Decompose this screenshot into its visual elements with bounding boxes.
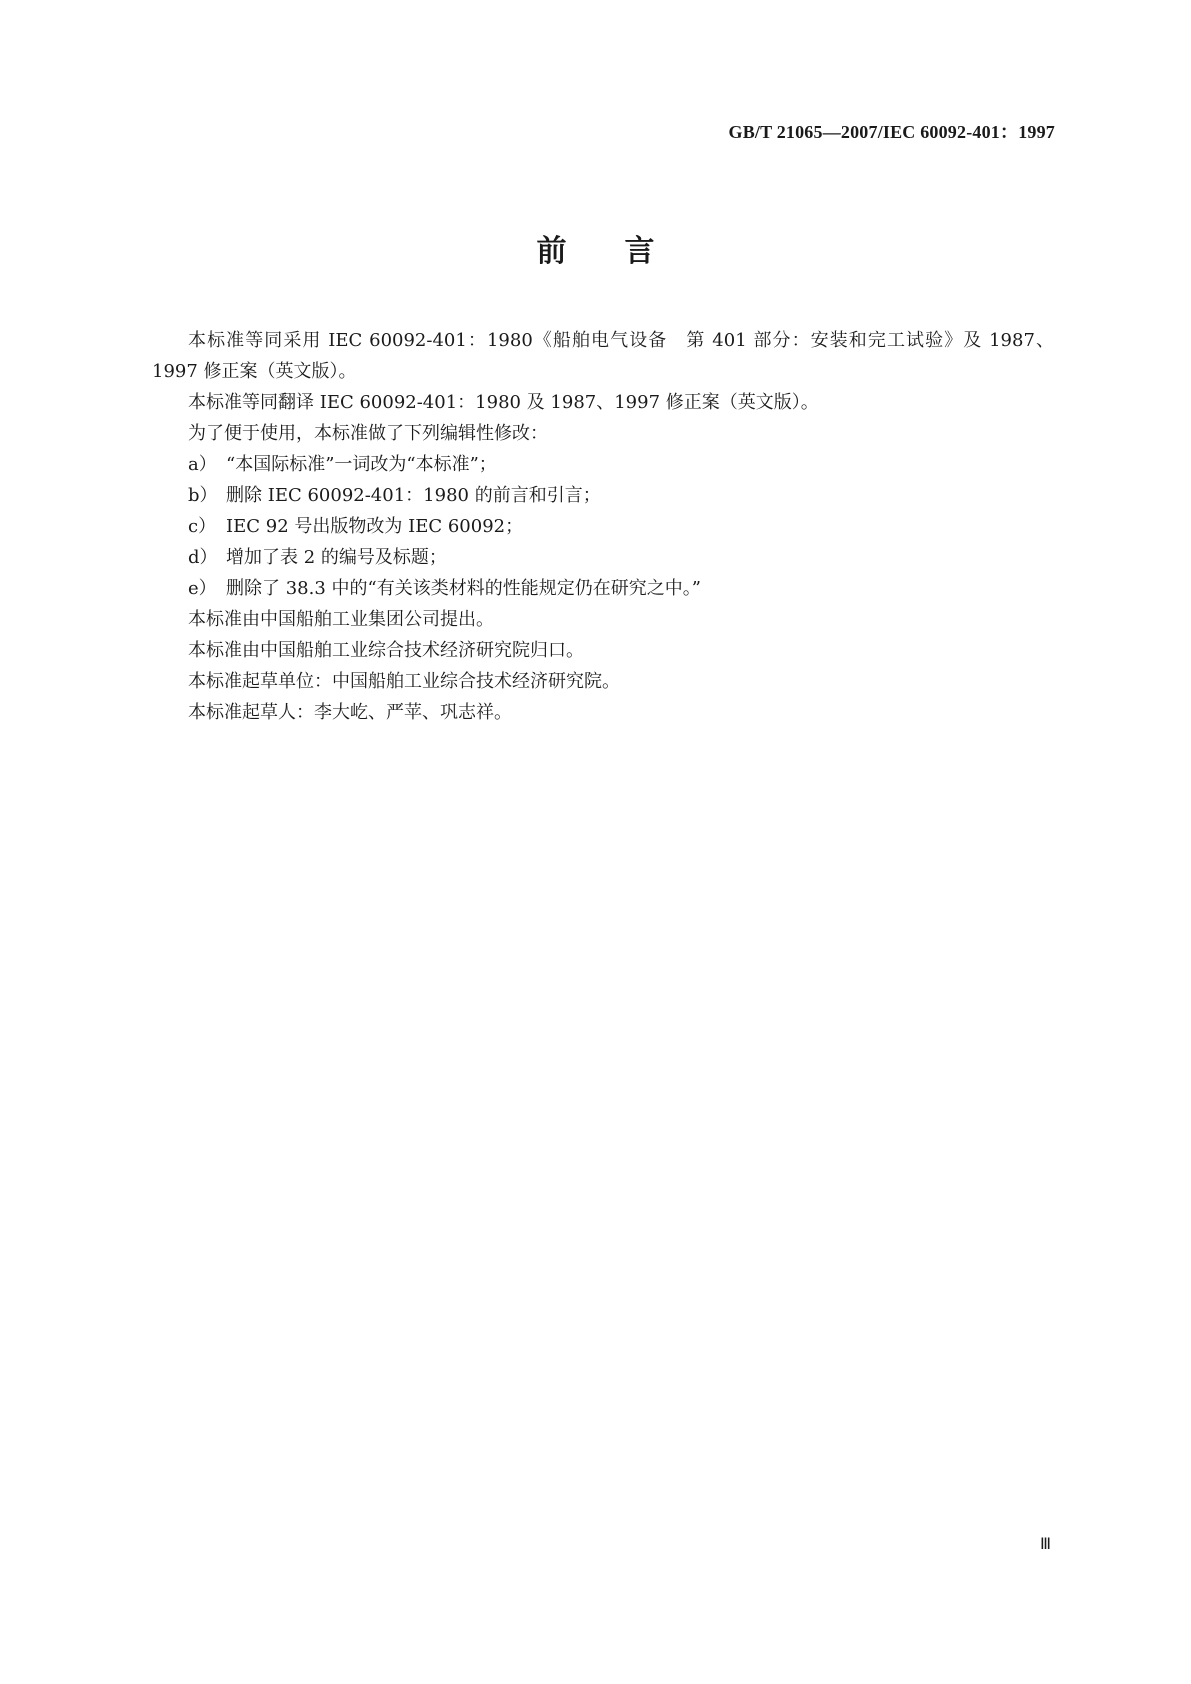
list-item <box>152 480 1054 511</box>
list-item-text: “本国际标准”一词改为“本标准”； <box>226 454 497 475</box>
list-item <box>152 542 1054 573</box>
list-item <box>152 449 1054 480</box>
list-item-marker: d） <box>188 547 218 568</box>
list-item-text: 删除 IEC 60092-401：1980 的前言和引言； <box>226 485 601 506</box>
list-item-text: 增加了表 2 的编号及标题； <box>226 547 447 568</box>
paragraph-drafting-unit: 本标准起草单位：中国船舶工业综合技术经济研究院。 <box>188 671 620 692</box>
paragraph-authority: 本标准由中国船舶工业综合技术经济研究院归口。 <box>188 640 584 661</box>
edit-list <box>152 449 1054 604</box>
list-item-text: IEC 92 号出版物改为 IEC 60092； <box>226 516 524 537</box>
list-item-marker: b） <box>188 485 218 506</box>
paragraph-proposer: 本标准由中国船舶工业集团公司提出。 <box>188 609 494 630</box>
page-number: Ⅲ <box>1039 1536 1051 1553</box>
page-title: 前言 <box>536 234 713 269</box>
standard-code-header: GB/T 21065—2007/IEC 60092-401：1997 <box>728 122 1055 142</box>
list-item-text: 删除了 38.3 中的“有关该类材料的性能规定仍在研究之中。” <box>226 578 701 599</box>
list-item-marker: e） <box>188 578 217 599</box>
paragraph-adoption: 本标准等同采用 IEC 60092-401：1980《船舶电气设备 第 401 部分：安装和完工试验》及 1987、1997 修正案（英文版）。 <box>152 330 1054 382</box>
list-item <box>152 511 1054 542</box>
foreword-body <box>152 325 1054 728</box>
paragraph-drafters: 本标准起草人：李大屹、严苹、巩志祥。 <box>188 702 512 723</box>
paragraph-translation: 本标准等同翻译 IEC 60092-401：1980 及 1987、1997 修正案（英文版）。 <box>188 392 819 413</box>
list-item-marker: c） <box>188 516 217 537</box>
paragraph-edits-intro: 为了便于使用，本标准做了下列编辑性修改： <box>188 423 548 444</box>
list-item-marker: a） <box>188 454 217 475</box>
list-item <box>152 573 1054 604</box>
